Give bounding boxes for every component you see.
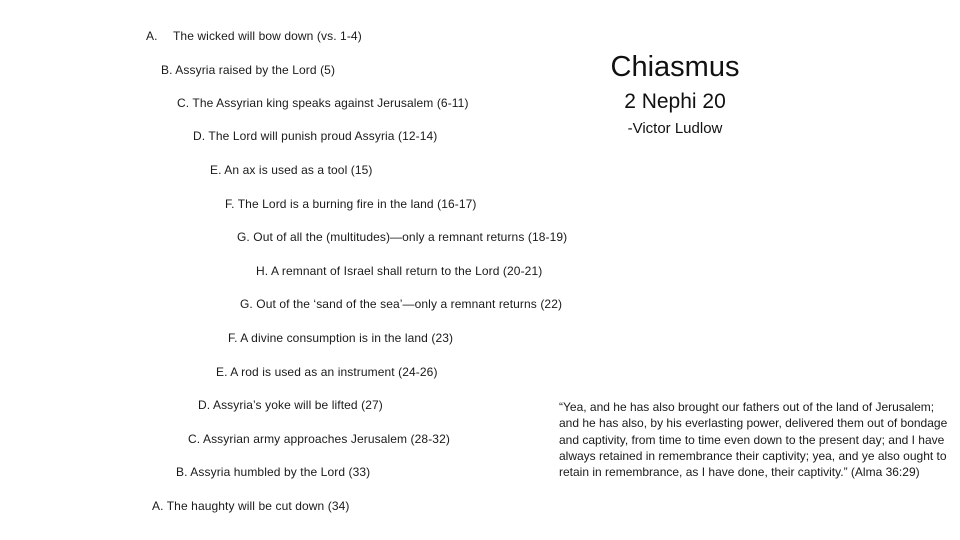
outline-item-e-bottom: E. A rod is used as an instrument (24-26) [216,365,438,379]
scripture-quote: “Yea, and he has also brought our fathers out of the land of Jerusalem; and he has also, by his everlasting power, delivered them out of bondage and captivity, from time to time even down to the present day; and I have always retained in remembrance their captivity; yea, and ye also ought to retain in remembrance, as I have done, their captivity.” (Alma 36:29) [559,400,948,480]
outline-item-c-bottom: C. Assyrian army approaches Jerusalem (28-32) [188,432,450,446]
outline-item-g-bottom: G. Out of the ‘sand of the sea’—only a remnant returns (22) [240,297,563,311]
slide-subtitle: 2 Nephi 20 [624,90,726,113]
outline-item-f-top: F. The Lord is a burning fire in the land (16-17) [225,197,477,211]
outline-item-c-top: C. The Assyrian king speaks against Jerusalem (6-11) [177,96,469,110]
outline-item-b-top: B. Assyria raised by the Lord (5) [161,63,336,77]
outline-item-b-bottom: B. Assyria humbled by the Lord (33) [176,465,371,479]
outline-item-d-top: D. The Lord will punish proud Assyria (12-14) [193,129,438,143]
outline-item-e-top: E. An ax is used as a tool (15) [210,163,373,177]
outline-item-text: The wicked will bow down (vs. 1-4) [173,29,362,43]
outline-marker: A. [146,29,158,43]
slide-author: -Victor Ludlow [627,120,723,137]
outline-item-g-top: G. Out of all the (multitudes)—only a remnant returns (18-19) [237,230,568,244]
outline-item-d-bottom: D. Assyria’s yoke will be lifted (27) [198,398,383,412]
outline-item-f-bottom: F. A divine consumption is in the land (23) [228,331,454,345]
outline-item-a-top [146,29,362,43]
slide-title: Chiasmus [610,51,740,83]
title-block [600,50,750,138]
outline-item-a-bottom: A. The haughty will be cut down (34) [152,499,350,513]
outline-item-h-center: H. A remnant of Israel shall return to the Lord (20-21) [256,264,543,278]
